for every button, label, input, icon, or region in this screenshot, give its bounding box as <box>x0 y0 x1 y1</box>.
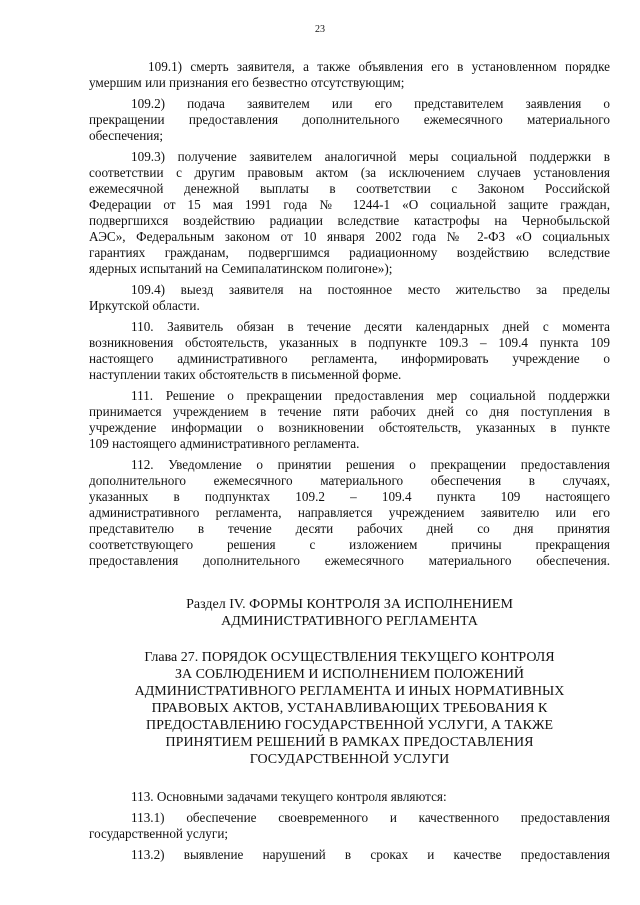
text-line: наступлении таких обстоятельств в письменной форме. <box>89 367 402 382</box>
chapter-heading: ГОСУДАРСТВЕННОЙ УСЛУГИ <box>249 752 450 767</box>
chapter-heading: Глава 27. ПОРЯДОК ОСУЩЕСТВЛЕНИЯ ТЕКУЩЕГО КОНТРОЛЯ <box>144 650 555 665</box>
text-line: ежемесячной денежной выплаты в соответствии с Законом Российской <box>89 181 610 196</box>
text-line: 109.4) выезд заявителя на постоянное место жительство за пределы <box>131 282 610 297</box>
text-line: 109 настоящего административного регламента. <box>89 436 360 451</box>
chapter-heading: ЗА СОБЛЮДЕНИЕМ И ИСПОЛНЕНИЕМ ПОЛОЖЕНИЙ <box>174 667 525 682</box>
text-line: Федерации от 15 мая 1991 года № 1244-1 «О социальной защите граждан, <box>89 197 610 212</box>
text-line: государственной услуги; <box>89 826 229 841</box>
text-line: АЭС», Федеральным законом от 10 января 2002 года № 2-ФЗ «О социальных <box>89 229 610 244</box>
text-line: 109.2) подача заявителем или его представителем заявления о <box>131 96 610 111</box>
section-heading: АДМИНИСТРАТИВНОГО РЕГЛАМЕНТА <box>221 614 478 629</box>
text-line: 111. Решение о прекращении предоставления мер социальной поддержки <box>131 388 610 403</box>
section-heading: Раздел IV. ФОРМЫ КОНТРОЛЯ ЗА ИСПОЛНЕНИЕМ <box>186 597 513 612</box>
text-line: Иркутской области. <box>89 298 200 313</box>
text-line: 113. Основными задачами текущего контроля являются: <box>131 789 447 804</box>
chapter-heading: ПРИНЯТИЕМ РЕШЕНИЙ В РАМКАХ ПРЕДОСТАВЛЕНИЯ <box>165 735 534 750</box>
text-line: принимается учреждением в течение пяти рабочих дней со дня поступления в <box>89 404 610 419</box>
text-line: представителю в течение десяти рабочих дней со дня принятия <box>89 521 610 536</box>
text-line: 113.1) обеспечение своевременного и качественного предоставления <box>131 810 610 825</box>
text-line: прекращении предоставления дополнительного ежемесячного материального <box>89 112 610 127</box>
text-line: гарантиях гражданам, подвергшимся радиационному воздействию вследствие <box>89 245 610 260</box>
text-line: ядерных испытаний на Семипалатинском полигоне»); <box>89 261 393 276</box>
text-line: обеспечения; <box>89 128 164 143</box>
text-line: указанных в подпунктах 109.2 – 109.4 пункта 109 настоящего <box>89 489 610 504</box>
text-line: 110. Заявитель обязан в течение десяти календарных дней с момента <box>131 319 610 334</box>
text-line: административного регламента, направляется учреждением заявителю или его <box>89 505 610 520</box>
chapter-heading: ПРЕДОСТАВЛЕНИЮ ГОСУДАРСТВЕННОЙ УСЛУГИ, А ТАКЖЕ <box>145 718 554 733</box>
text-line: подвергшихся воздействию радиации вследствие катастрофы на Чернобыльской <box>89 213 610 228</box>
text-line: 109.3) получение заявителем аналогичной меры социальной поддержки в <box>131 149 610 164</box>
text-line: предоставления дополнительного ежемесячного материального обеспечения. <box>89 553 610 568</box>
page-number: 23 <box>315 24 325 35</box>
text-line: учреждение информации о возникновении обстоятельств, указанных в пункте <box>89 420 610 435</box>
text-line: дополнительного ежемесячного материального обеспечения в случаях, <box>89 473 610 488</box>
text-line: умершим или признания его безвестно отсутствующим; <box>89 75 405 90</box>
text-line: настоящего административного регламента, информировать учреждение о <box>89 351 610 366</box>
text-line: 109.1) смерть заявителя, а также объявления его в установленном порядке <box>148 59 610 74</box>
chapter-heading: АДМИНИСТРАТИВНОГО РЕГЛАМЕНТА И ИНЫХ НОРМАТИВНЫХ <box>134 684 565 699</box>
text-line: 112. Уведомление о принятии решения о прекращении предоставления <box>131 457 610 472</box>
chapter-heading: ПРАВОВЫХ АКТОВ, УСТАНАВЛИВАЮЩИХ ТРЕБОВАНИЯ К <box>151 701 548 716</box>
text-line: соответствующего решения с изложением причины прекращения <box>89 537 610 552</box>
text-line: возникновения обстоятельств, указанных в подпункте 109.3 – 109.4 пункта 109 <box>89 335 610 350</box>
text-line: соответствии с другим правовым актом (за исключением случаев установления <box>89 165 610 180</box>
text-line: 113.2) выявление нарушений в сроках и качестве предоставления <box>131 847 610 862</box>
